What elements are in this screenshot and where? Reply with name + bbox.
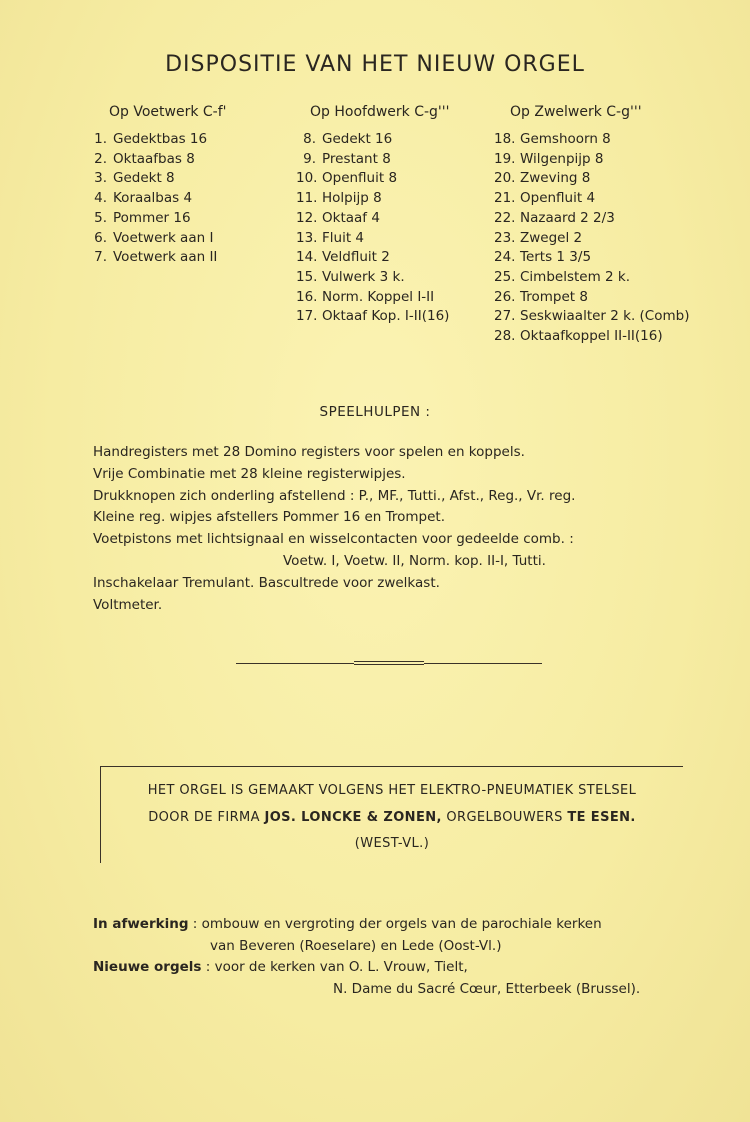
stop-name: Gedektbas 16 (113, 131, 208, 147)
stop-item (296, 307, 449, 327)
speelhulpen-line: Voltmeter. (93, 596, 163, 613)
stop-name: Pommer 16 (113, 209, 191, 226)
stop-item (93, 150, 227, 170)
stop-number: 4. (94, 190, 107, 207)
afwerking-sep: : (188, 916, 202, 932)
stop-number: 27. (494, 308, 516, 325)
stop-number: 9. (303, 150, 316, 167)
stop-number: 22. (494, 209, 516, 226)
stop-name: Norm. Koppel I-II (322, 288, 435, 305)
stop-number: 21. (494, 190, 516, 207)
speelhulpen-line: Drukknopen zich onderling afstellend : P., MF., Tutti., Afst., Reg., Vr. reg. (93, 487, 576, 504)
nieuwe-sep: : (201, 959, 215, 975)
builder-line-1: HET ORGEL IS GEMAAKT VOLGENS HET ELEKTRO-PNEUMATIEK STELSEL (147, 783, 637, 798)
stop-name: Voetwerk aan II (113, 249, 218, 266)
stop-name: Oktaaf Kop. I-II(16) (322, 308, 450, 325)
stop-name: Openfluit 4 (520, 190, 596, 207)
stop-name: Oktaafbas 8 (113, 150, 195, 167)
stop-number: 1. (94, 131, 107, 147)
page-title: DISPOSITIE VAN HET NIEUW ORGEL (165, 52, 585, 77)
stop-number: 2. (94, 150, 107, 167)
stop-item (494, 307, 689, 327)
stop-name: Openfluit 8 (322, 170, 398, 187)
stop-name: Zweving 8 (520, 170, 591, 187)
builder-line-2 (101, 810, 683, 825)
stop-number: 17. (296, 308, 318, 325)
stop-item (494, 288, 689, 308)
builder-line-2-pre: DOOR DE FIRMA (148, 810, 265, 825)
stop-item (494, 130, 689, 150)
stop-number: 23. (494, 229, 516, 246)
column-hoofdwerk (296, 104, 449, 327)
stop-number: 20. (494, 170, 516, 187)
column-heading: Op Zwelwerk C-g''' (510, 104, 642, 120)
column-heading: Op Voetwerk C-f' (109, 104, 227, 120)
stop-number: 7. (94, 249, 107, 266)
stop-name: Wilgenpijp 8 (520, 150, 604, 167)
speelhulpen-line: Voetw. I, Voetw. II, Norm. kop. II-I, Tutti. (283, 552, 546, 569)
speelhulpen-line: Inschakelaar Tremulant. Bascultrede voor zwelkast. (93, 574, 440, 591)
stop-item (93, 248, 227, 268)
stop-item (494, 169, 689, 189)
stop-item (93, 229, 227, 249)
stop-number: 5. (94, 209, 107, 226)
stop-item (296, 209, 449, 229)
stop-number: 10. (296, 170, 318, 187)
speelhulpen-line: Handregisters met 28 Domino registers voor spelen en koppels. (93, 444, 525, 460)
stop-number: 8. (303, 131, 316, 147)
speelhulpen-line: Vrije Combinatie met 28 kleine registerwipjes. (93, 465, 406, 482)
builder-line-3: (WEST-VL.) (354, 836, 430, 851)
stop-item (93, 130, 227, 150)
stop-name: Koraalbas 4 (113, 190, 193, 207)
stop-item (494, 229, 689, 249)
stop-name: Vulwerk 3 k. (322, 268, 405, 285)
stop-item (494, 189, 689, 209)
afwerking-line-2: van Beveren (Roeselare) en Lede (Oost-Vl.) (210, 937, 502, 954)
stop-list (296, 130, 449, 327)
stop-item (296, 130, 449, 150)
stop-name: Veldfluit 2 (322, 249, 390, 266)
stop-number: 19. (494, 150, 516, 167)
stop-number: 18. (494, 131, 516, 147)
stop-number: 13. (296, 229, 318, 246)
speelhulpen-list (93, 442, 713, 616)
stop-number: 6. (94, 229, 107, 246)
stop-item (494, 209, 689, 229)
stop-item (296, 150, 449, 170)
stop-number: 24. (494, 249, 516, 266)
section-divider (236, 658, 542, 664)
stop-name: Prestant 8 (322, 150, 391, 167)
stop-number: 28. (494, 328, 516, 345)
stop-name: Gedekt 16 (322, 131, 393, 147)
stop-number: 12. (296, 209, 318, 226)
stop-item (494, 268, 689, 288)
afwerking-text: ombouw en vergroting der orgels van de parochiale kerken (201, 916, 602, 932)
stop-item (296, 248, 449, 268)
stop-name: Terts 1 3/5 (520, 249, 592, 266)
column-zwelwerk (494, 104, 689, 347)
stop-name: Voetwerk aan I (113, 229, 214, 246)
stop-name: Gemshoorn 8 (520, 131, 611, 147)
stop-number: 3. (94, 170, 107, 187)
nieuwe-line-1 (93, 957, 703, 979)
speelhulpen-line: Voetpistons met lichtsignaal en wisselcontacten voor gedeelde comb. : (93, 531, 574, 548)
afwerking-label: In afwerking (93, 916, 189, 932)
stop-name: Trompet 8 (520, 288, 588, 305)
nieuwe-text: voor de kerken van O. L. Vrouw, Tielt, (214, 959, 468, 975)
stop-name: Zwegel 2 (520, 229, 583, 246)
stop-number: 16. (296, 288, 318, 305)
column-voetwerk (93, 104, 227, 268)
column-heading: Op Hoofdwerk C-g''' (310, 104, 450, 120)
builder-line-2-mid: ORGELBOUWERS (441, 810, 568, 825)
speelhulpen-line: Kleine reg. wipjes afstellers Pommer 16 en Trompet. (93, 509, 445, 526)
stop-name: Cimbelstem 2 k. (520, 268, 631, 285)
stop-item (93, 209, 227, 229)
stop-number: 25. (494, 268, 516, 285)
stop-name: Nazaard 2 2/3 (520, 209, 615, 226)
stop-list (494, 130, 689, 347)
stop-list (93, 130, 227, 268)
stop-name: Oktaafkoppel II-II(16) (520, 328, 663, 345)
stop-name: Fluit 4 (322, 229, 364, 246)
stop-list-columns (0, 104, 750, 354)
stop-item (494, 327, 689, 347)
builder-location: TE ESEN. (567, 810, 636, 825)
nieuwe-label: Nieuwe orgels (93, 959, 202, 975)
stop-item (93, 169, 227, 189)
stop-name: Oktaaf 4 (322, 209, 380, 226)
stop-item (296, 268, 449, 288)
speelhulpen-heading: SPEELHULPEN : (319, 404, 431, 420)
stop-item (296, 229, 449, 249)
afwerking-line-1 (93, 914, 703, 936)
works-section (93, 914, 703, 1000)
stop-item (494, 248, 689, 268)
stop-name: Holpijp 8 (322, 190, 382, 207)
stop-number: 14. (296, 249, 318, 266)
stop-number: 11. (296, 190, 318, 207)
stop-item (494, 150, 689, 170)
stop-name: Gedekt 8 (113, 170, 175, 187)
stop-number: 15. (296, 268, 318, 285)
stop-item (296, 169, 449, 189)
stop-item (296, 288, 449, 308)
stop-item (296, 189, 449, 209)
stop-name: Seskwiaalter 2 k. (Comb) (520, 308, 690, 325)
builder-firm-name: JOS. LONCKE & ZONEN, (264, 810, 442, 825)
builder-notice-box (100, 766, 683, 863)
stop-item (93, 189, 227, 209)
stop-number: 26. (494, 288, 516, 305)
nieuwe-line-2: N. Dame du Sacré Cœur, Etterbeek (Brussel). (333, 980, 641, 997)
